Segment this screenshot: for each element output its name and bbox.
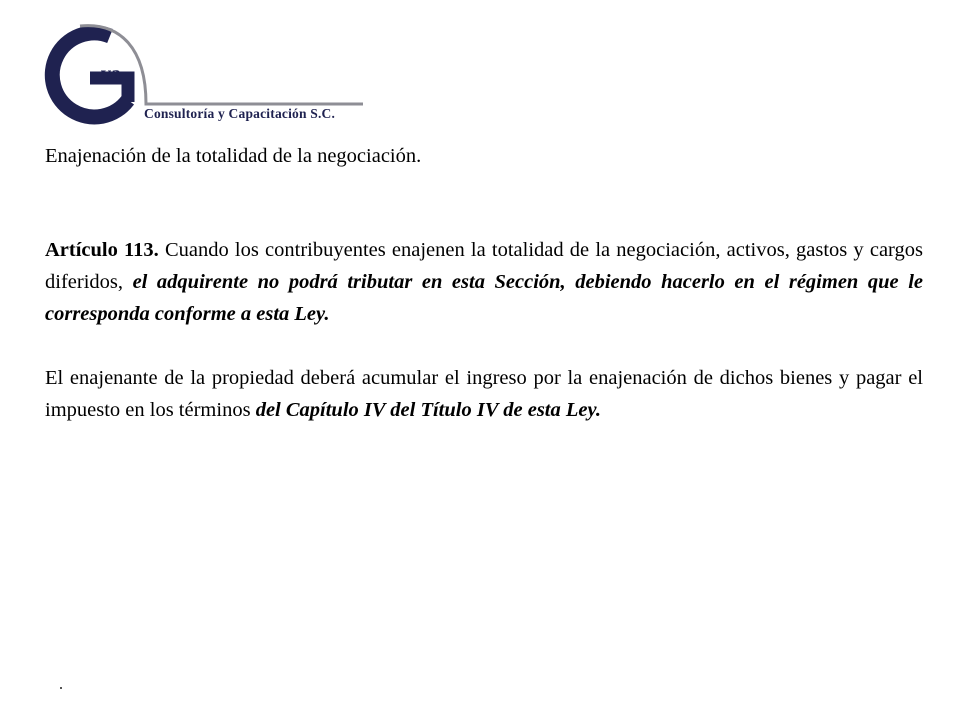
article-emphasis: el adquirente no podrá tributar en esta Sección, debiendo hacerlo en el régimen que le corresponda conforme a esta Ley. <box>45 271 923 325</box>
logo-company-name: Consultoría y Capacitación S.C. <box>144 106 336 121</box>
article-label: Artículo 113. <box>45 239 159 261</box>
corner-dot <box>60 687 62 689</box>
seller-paragraph <box>45 362 923 426</box>
article-paragraph <box>45 234 923 330</box>
seller-emphasis: del Capítulo IV del Título IV de esta Ley. <box>255 399 601 421</box>
document-title: Enajenación de la totalidad de la negociación. <box>45 145 422 167</box>
company-logo <box>28 18 373 130</box>
seller-text: El enajenante de la propiedad deberá acumular el ingreso por la enajenación de dichos bienes y pagar el impuesto en los términos <box>45 367 923 421</box>
logo-letters: va <box>101 63 121 85</box>
document-body <box>45 234 923 426</box>
article-text: Cuando los contribuyentes enajenen la totalidad de la negociación, activos, gastos y cargos diferidos, <box>45 239 923 293</box>
